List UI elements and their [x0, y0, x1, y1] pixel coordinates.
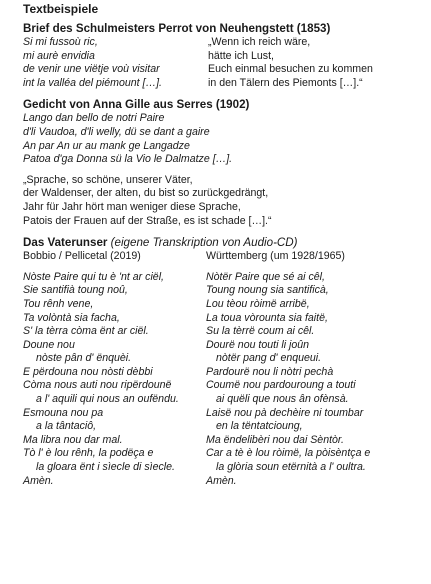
prayer-heading-note: (eigene Transkription von Audio-CD)	[110, 236, 298, 250]
poem-translation-line: Patois der Frauen auf der Straße, es ist schade […].“	[23, 214, 272, 227]
prayer-line: a la tântaciô,	[36, 420, 97, 433]
prayer-line: Nòste Paire qui tu è 'nt ar ciël,	[23, 270, 164, 283]
poem-line: Lango dan bello de notri Paire	[23, 112, 165, 125]
prayer-line: S' la tèrra còma ënt ar ciël.	[23, 325, 149, 338]
prayer-left-title: Bobbio / Pellicetal (2019)	[23, 250, 141, 263]
prayer-line: Car a tè è lou ròimë, la pòisèntça e	[206, 447, 371, 460]
prayer-line: E përdouna nou nòsti dèbbi	[23, 365, 153, 378]
prayer-line: Ma libra nou dar mal.	[23, 433, 123, 446]
letter-translation-line: in den Tälern des Piemonts […].“	[208, 76, 363, 89]
poem-translation	[23, 174, 423, 228]
poem-translation-line: Jahr für Jahr hört man weniger diese Sprache,	[23, 200, 241, 213]
prayer-line: Coumë nou pardouroung a touti	[206, 379, 356, 392]
prayer-line: Laisë nou pà dechèire ni toumbar	[206, 406, 364, 419]
letter-translation	[208, 36, 423, 90]
prayer-columns	[23, 271, 423, 489]
prayer-line: ai quëli que nous ân ofènsà.	[216, 393, 349, 406]
prayer-line: Toung noung sia santificà,	[206, 284, 329, 297]
prayer-line: nòtër pang d' enqueui.	[216, 352, 322, 365]
section-heading-poem: Gedicht von Anna Gille aus Serres (1902)	[23, 98, 250, 112]
prayer-line: La toua vòrounta sia faitë,	[206, 311, 328, 324]
prayer-line: Amèn.	[206, 474, 237, 487]
prayer-line: Amèn.	[23, 474, 54, 487]
section-heading-prayer	[23, 235, 423, 250]
letter-line: int la valléa del piémount […].	[23, 76, 162, 89]
prayer-line: Lou tèou ròimë arribë,	[206, 297, 310, 310]
prayer-line: Còma nous auti nou ripërdounë	[23, 379, 172, 392]
prayer-heading-title: Das Vaterunser	[23, 236, 108, 250]
prayer-line: Dourë nou touti li joûn	[206, 338, 310, 351]
poem-line: Patoa d'ga Donna sü la Vio le Dalmatze […].	[23, 153, 233, 166]
poem-line: An par An ur au mank ge Langadze	[23, 139, 190, 152]
prayer-right-title: Württemberg (um 1928/1965)	[206, 250, 345, 263]
prayer-line: Tou rênh vene,	[23, 297, 94, 310]
poem-line: d'li Vaudoa, d'li welly, dü se dant a gaire	[23, 125, 210, 138]
document-page	[23, 2, 423, 488]
prayer-line: en la tëntatcioung,	[216, 420, 303, 433]
prayer-line: a l' aquili qui nous an oufëndu.	[36, 393, 179, 406]
poem-verse	[23, 112, 423, 166]
poem-translation-line: der Waldenser, der alten, du bist so zurückgedrängt,	[23, 187, 269, 200]
prayer-line: Doune nou	[23, 338, 75, 351]
prayer-line: la gloara ënt i sìecle di sìecle.	[36, 461, 175, 474]
letter-translation-line: hätte ich Lust,	[208, 49, 274, 62]
prayer-left-column	[23, 271, 206, 489]
prayer-column-titles	[23, 250, 423, 264]
section-heading-letter: Brief des Schulmeisters Perrot von Neuhengstett (1853)	[23, 22, 331, 35]
letter-line: mi aurè envidia	[23, 49, 95, 62]
prayer-line: la glòria soun etërnità a l' oultra.	[216, 461, 366, 474]
letter-translation-line: Euch einmal besuchen zu kommen	[208, 63, 373, 76]
poem-translation-line: „Sprache, so schöne, unserer Väter,	[23, 173, 193, 186]
letter-original	[23, 36, 208, 90]
prayer-line: Ma ëndelibèri nou dai Sèntòr.	[206, 433, 345, 446]
prayer-line: Tò l' è lou rênh, la podëça e	[23, 447, 154, 460]
letter-line: Si mi fussoù ric,	[23, 36, 98, 48]
prayer-line: Ta volòntà sia facha,	[23, 311, 120, 324]
prayer-line: Esmouna nou pa	[23, 406, 104, 419]
prayer-line: Sie santifià toung noû,	[23, 284, 128, 297]
prayer-line: nòste pân d' ënquèi.	[36, 352, 132, 365]
letter-translation-line: „Wenn ich reich wäre,	[208, 36, 311, 48]
prayer-right-column	[206, 271, 423, 489]
page-title: Textbeispiele	[23, 2, 99, 16]
letter-columns	[23, 36, 423, 90]
prayer-line: Nòtër Paire que sé ai cêl,	[206, 270, 325, 283]
prayer-line: Pardourë nou li nòtri pechà	[206, 365, 334, 378]
letter-line: de venir une viëtje voù visitar	[23, 63, 160, 76]
prayer-line: Su la tèrrë coum ai cêl.	[206, 325, 315, 338]
